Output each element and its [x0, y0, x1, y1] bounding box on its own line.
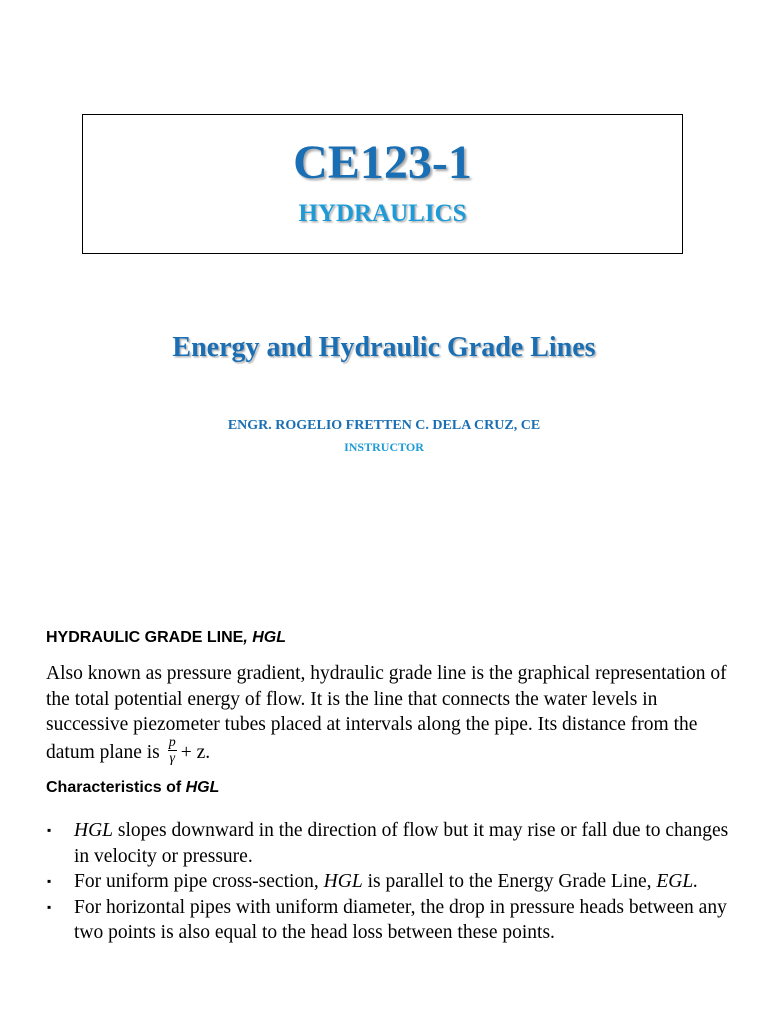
section-heading [46, 630, 286, 646]
section-heading-sep: , [243, 629, 253, 646]
formula-tail: + z. [180, 741, 211, 763]
fraction-denominator: γ [169, 750, 175, 766]
square-bullet-icon: ▪ [47, 823, 52, 837]
characteristics-heading-text: Characteristics of [46, 779, 186, 796]
fraction-numerator: p [168, 734, 176, 750]
list-item-text: is parallel to the Energy Grade Line, [362, 871, 657, 892]
list-item-text: For uniform pipe cross-section, [74, 871, 324, 892]
list-item-text: slopes downward in the direction of flow but it may rise or fall due to changes in velocity or pressure. [74, 820, 729, 867]
intro-text: Also known as pressure gradient, hydraulic grade line is the graphical representation of the total potential energy of flow. It is the line that connects the water levels in successive piezometer tubes placed at intervals along the pipe. Its distance from the datum plane is [46, 663, 727, 763]
list-item [46, 895, 736, 946]
list-item [46, 818, 736, 869]
characteristics-heading-abbrev: HGL [185, 779, 220, 796]
list-item-abbrev: EGL [656, 871, 694, 892]
square-bullet-icon: ▪ [47, 874, 52, 888]
author-name: ENGR. ROGELIO FRETTEN C. DELA CRUZ, CE [227, 418, 541, 433]
section-heading-abbrev: HGL [252, 629, 287, 646]
title-box [82, 114, 683, 254]
characteristics-heading [46, 780, 219, 796]
course-code: CE123-1 [293, 136, 472, 189]
section-heading-text: HYDRAULIC GRADE LINE [46, 629, 244, 646]
list-item-text: For horizontal pipes with uniform diameter, the drop in pressure heads between any two points is also equal to the head loss between these points. [74, 896, 727, 943]
characteristics-list [46, 818, 736, 946]
author-role: INSTRUCTOR [344, 440, 424, 454]
list-item-abbrev: HGL [323, 871, 363, 892]
intro-paragraph [46, 661, 736, 769]
pressure-head-fraction [168, 735, 177, 766]
list-item-abbrev: HGL [74, 820, 114, 841]
list-item [46, 869, 736, 895]
course-name: HYDRAULICS [298, 200, 467, 227]
topic-title: Energy and Hydraulic Grade Lines [172, 332, 596, 363]
list-item-period: . [693, 871, 699, 892]
square-bullet-icon: ▪ [47, 899, 52, 914]
